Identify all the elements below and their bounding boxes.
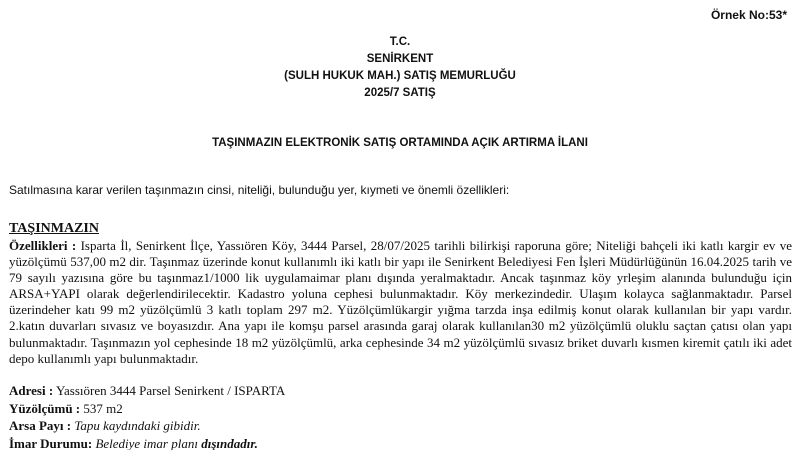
property-features bbox=[9, 238, 792, 367]
share-row bbox=[9, 417, 792, 435]
area-value: 537 m2 bbox=[80, 400, 123, 416]
intro-text: Satılmasına karar verilen taşınmazın cinsi, niteliği, bulunduğu yer, kıymeti ve önemli özellikleri: bbox=[9, 183, 510, 197]
area-row bbox=[9, 400, 792, 418]
header-line-office: (SULH HUKUK MAH.) SATIŞ MEMURLUĞU bbox=[284, 70, 516, 82]
zoning-value-emphasis: dışındadır. bbox=[201, 435, 258, 450]
address-row bbox=[9, 382, 792, 400]
header-line-case: 2025/7 SATIŞ bbox=[364, 87, 436, 99]
header-line-tc: T.C. bbox=[389, 36, 411, 48]
address-label: Adresi : bbox=[9, 383, 54, 398]
zoning-value: Belediye imar planı bbox=[92, 435, 202, 450]
features-label: Özellikleri : bbox=[9, 238, 77, 253]
share-label: Arsa Payı : bbox=[9, 418, 72, 433]
header-line-town: SENİRKENT bbox=[366, 53, 434, 65]
issuer-header bbox=[0, 34, 800, 102]
section-heading: TAŞINMAZIN bbox=[9, 221, 99, 236]
zoning-label: İmar Durumu: bbox=[9, 435, 93, 450]
area-label: Yüzölçümü : bbox=[9, 400, 81, 416]
zoning-row bbox=[9, 435, 792, 450]
announcement-title: TAŞINMAZIN ELEKTRONİK SATIŞ ORTAMINDA AÇIK ARTIRMA İLANI bbox=[212, 137, 588, 149]
features-text: Isparta İl, Senirkent İlçe, Yassıören Köy, 3444 Parsel, 28/07/2025 tarihli bilirkişi raporuna göre; Niteliği bahçeli iki katlı kargir ev ve yüzölçümü 537,00 m2 dir. Taşınmaz üzerinde konut kullanımlı iki katlı bir yapı ile Senirkent Belediyesi Fen İşleri Müdürlüğünün 16.04.2025 tarih ve 79 sayılı yazısına göre bu taşınmaz1/1000 lik uygulamaimar planı dışında yeralmaktadır. Ancak taşınmaz köy yrleşim alanında bulunduğu için ARSA+YAPI olarak değerlendirilecektir. Kadastro yoluna cephesi bulunmaktadır. Köy merkezindedir. Ulaşım kolayca sağlanmaktadır. Parsel üzerindeher katı 99 m2 yüzölçümlü 3 katlı toplam 297 m2. Yüzölçümlükargir yığma tarzda inşa edilmiş konut olarak kullanılan bir yapı vardır. 2.katın duvarları sıvasız ve boyasızdır. Ana yapı ile komşu parsel arasında garaj olarak kullanılan30 m2 yüzölçümlü oluklu saçtan çatısı olan yapı bulunmaktadır. Taşınmazın yol cephesinde 18 m2 yüzölçümlü, arka cephesinde 34 m2 yüzölçümlü sıvasız briket duvarlı kısmen kiremit çatılı iki adet depo kullanımlı yapı bulunmaktadır. bbox=[9, 238, 793, 366]
property-fields bbox=[9, 382, 792, 450]
form-number: Örnek No:53* bbox=[710, 8, 787, 22]
address-value: Yassıören 3444 Parsel Senirkent / ISPARTA bbox=[53, 383, 286, 398]
share-value: Tapu kaydındaki gibidir. bbox=[71, 418, 201, 433]
